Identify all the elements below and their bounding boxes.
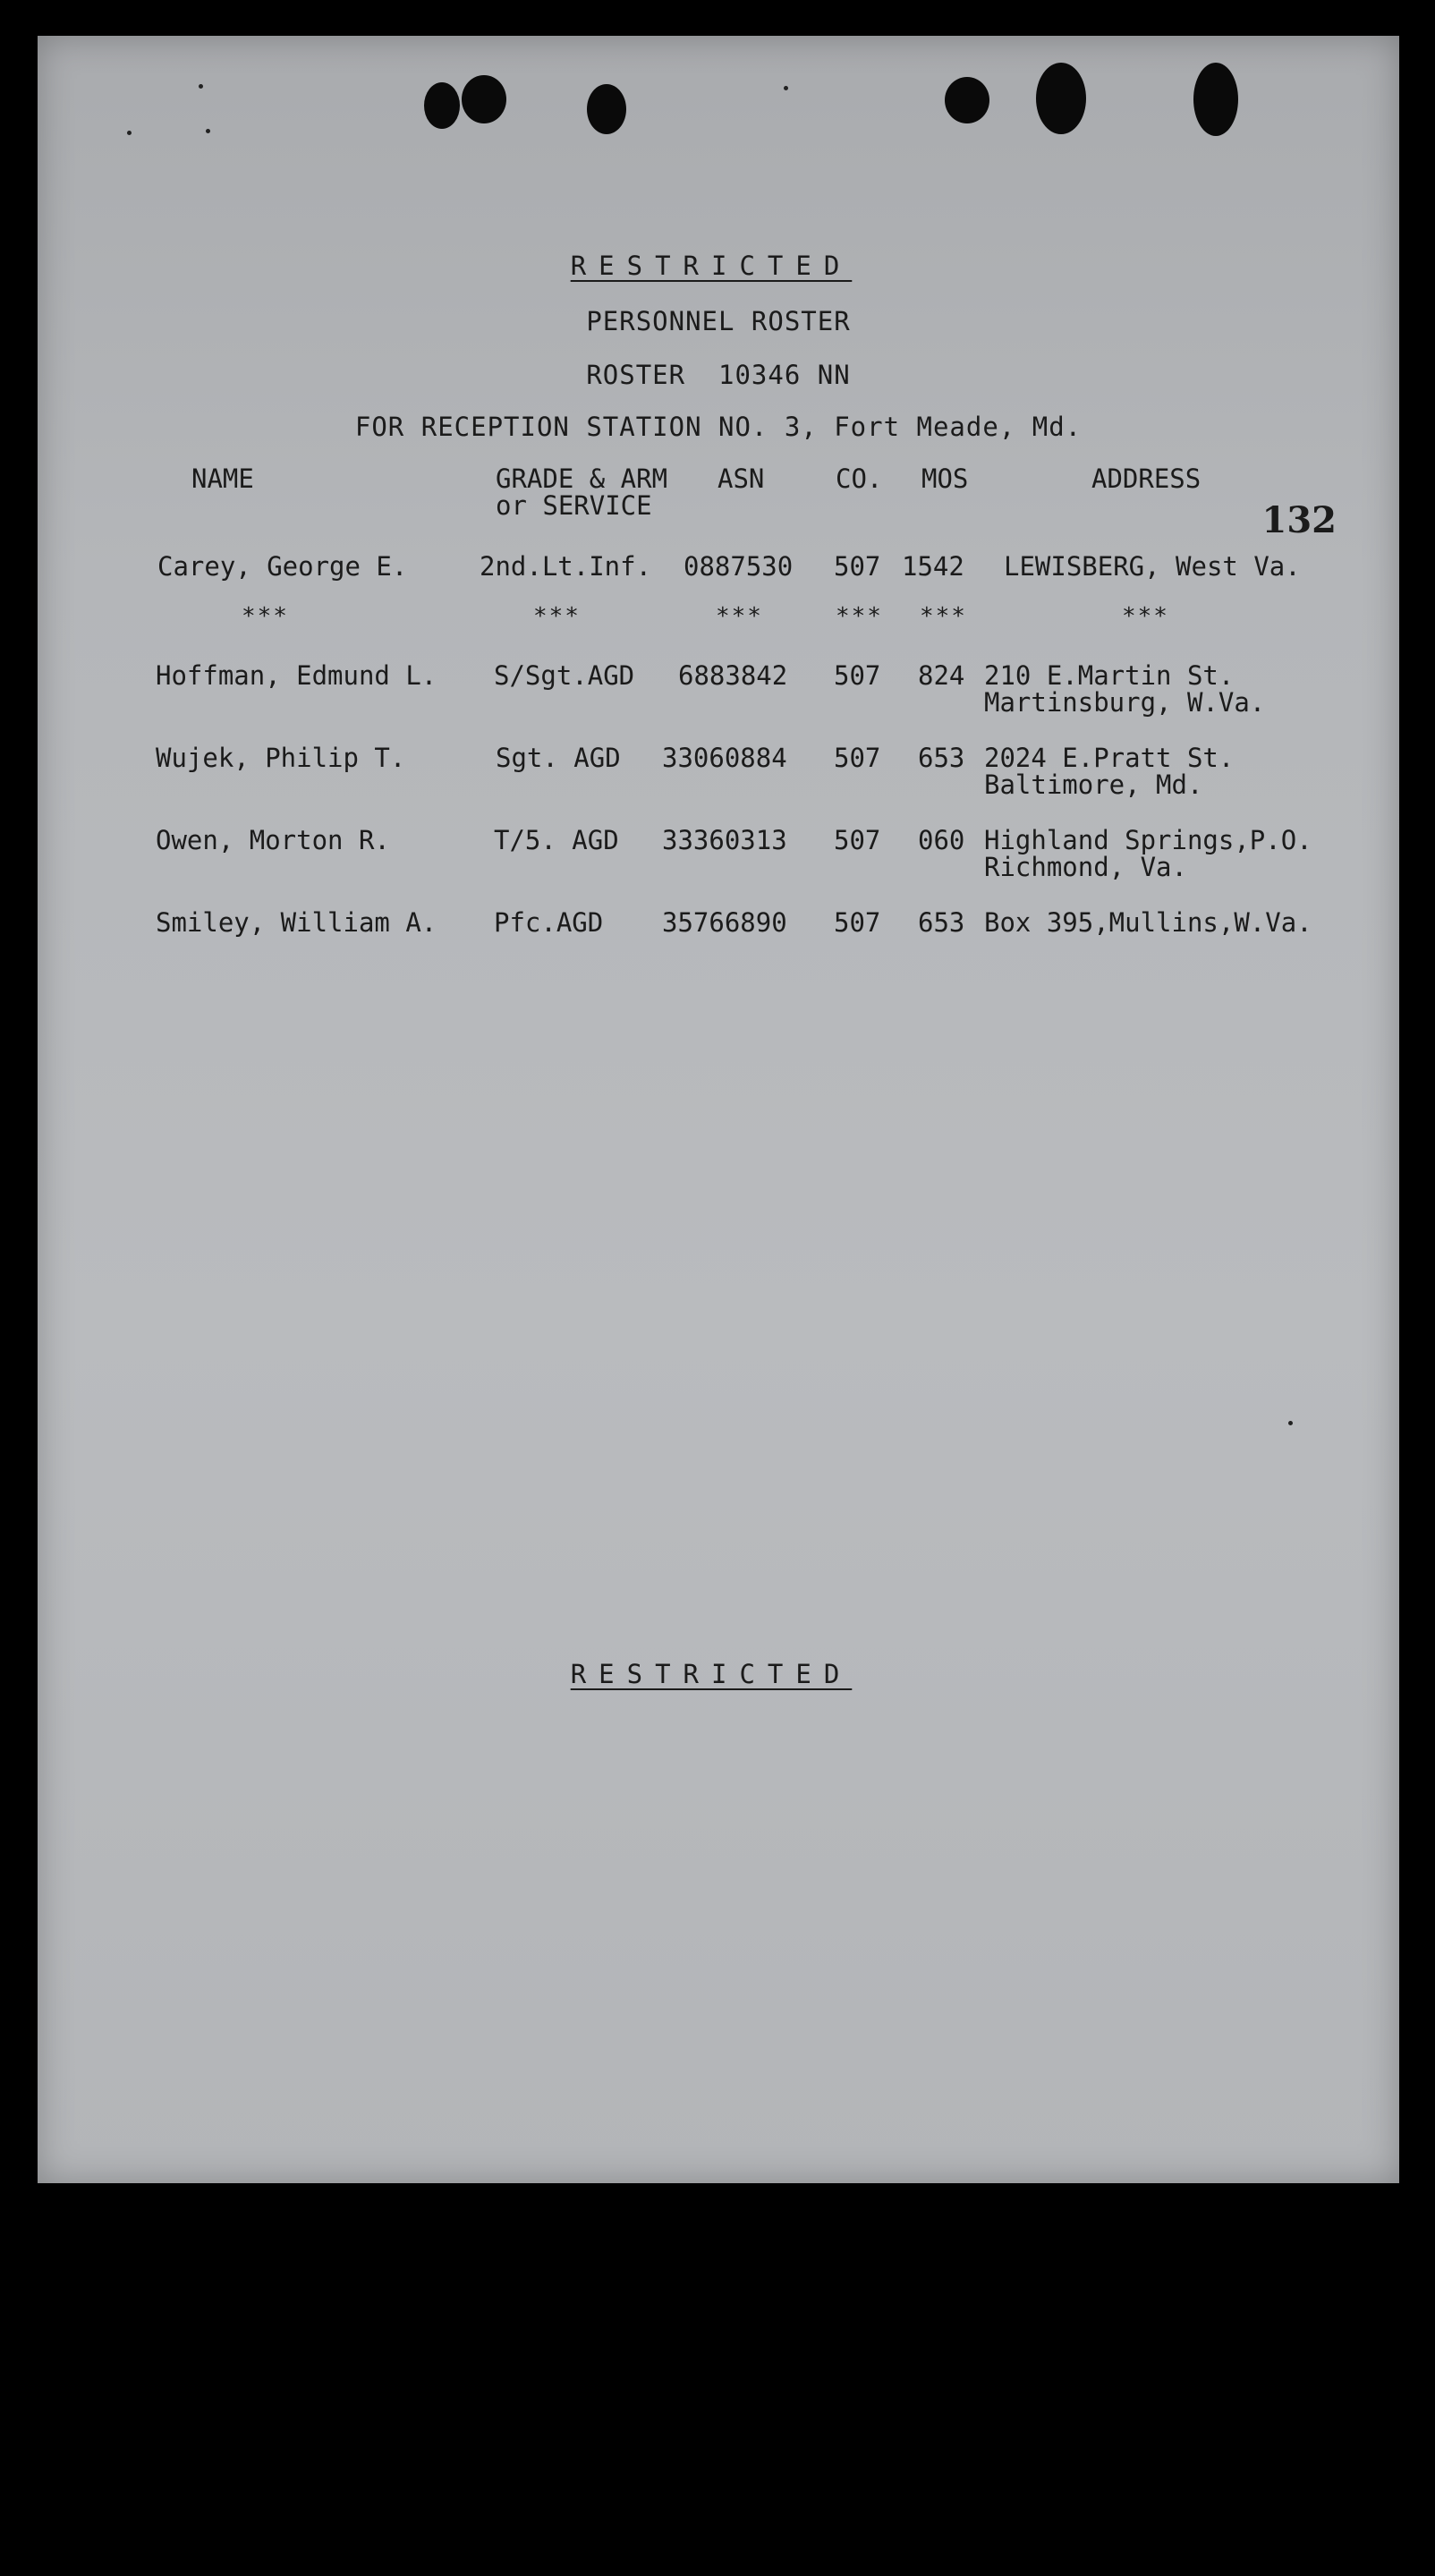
punch-hole <box>587 84 626 134</box>
separator-grade: *** <box>533 603 581 630</box>
row-2-grade: S/Sgt.AGD <box>494 660 635 691</box>
row-3-co: 507 <box>834 743 881 773</box>
row-1-mos: 1542 <box>902 551 964 582</box>
speck <box>199 84 203 89</box>
header-grade <box>496 465 667 519</box>
row-2-co: 507 <box>834 660 881 691</box>
row-1-co: 507 <box>834 551 881 582</box>
row-3-asn: 33060884 <box>662 743 787 773</box>
row-2-name: Hoffman, Edmund L. <box>156 660 437 691</box>
punch-hole <box>1193 63 1238 136</box>
row-4-mos: 060 <box>918 825 965 855</box>
row-4-co: 507 <box>834 825 881 855</box>
separator-name: *** <box>242 603 289 630</box>
row-3-mos: 653 <box>918 743 965 773</box>
header-name: NAME <box>191 463 254 494</box>
separator-asn: *** <box>716 603 763 630</box>
row-3-grade: Sgt. AGD <box>496 743 621 773</box>
row-3-name: Wujek, Philip T. <box>156 743 406 773</box>
document-page <box>38 36 1399 2183</box>
separator-address: *** <box>1122 603 1169 630</box>
row-3-address-line1: 2024 E.Pratt St. <box>984 743 1235 773</box>
row-5-address-line1: Box 395,Mullins,W.Va. <box>984 907 1312 938</box>
bottom-restricted-marking: RESTRICTED <box>570 1659 853 1689</box>
row-4-asn: 33360313 <box>662 825 787 855</box>
header-address: ADDRESS <box>1091 463 1201 494</box>
row-1-grade: 2nd.Lt.Inf. <box>480 551 652 582</box>
speck <box>1288 1421 1293 1425</box>
row-5-asn: 35766890 <box>662 907 787 938</box>
row-5-mos: 653 <box>918 907 965 938</box>
header-mos: MOS <box>921 463 969 494</box>
row-1-asn: 0887530 <box>684 551 794 582</box>
row-2-address-line2: Martinsburg, W.Va. <box>984 687 1266 718</box>
roster-number: ROSTER 10346 NN <box>586 360 851 390</box>
document-title: PERSONNEL ROSTER <box>586 306 851 336</box>
header-asn: ASN <box>718 463 765 494</box>
unit-line: FOR RECEPTION STATION NO. 3, Fort Meade, Md. <box>354 412 1083 442</box>
header-co: CO. <box>836 463 883 494</box>
separator-mos: *** <box>920 603 967 630</box>
punch-hole <box>1036 63 1086 134</box>
speck <box>127 131 132 135</box>
separator-co: *** <box>836 603 883 630</box>
row-5-co: 507 <box>834 907 881 938</box>
row-5-grade: Pfc.AGD <box>494 907 604 938</box>
header-grade-line1: GRADE & ARM <box>496 463 668 494</box>
row-1-name: Carey, George E. <box>157 551 408 582</box>
header-grade-line2: or SERVICE <box>496 490 652 521</box>
row-1-address-line1: LEWISBERG, West Va. <box>1004 551 1301 582</box>
row-2-address-line1: 210 E.Martin St. <box>984 660 1235 691</box>
row-4-address-line1: Highland Springs,P.O. <box>984 825 1312 855</box>
row-4-grade: T/5. AGD <box>494 825 619 855</box>
punch-hole <box>424 82 460 129</box>
row-3-address-line2: Baltimore, Md. <box>984 769 1203 800</box>
row-4-name: Owen, Morton R. <box>156 825 390 855</box>
punch-hole <box>945 77 989 123</box>
row-2-mos: 824 <box>918 660 965 691</box>
row-2-asn: 6883842 <box>678 660 788 691</box>
row-4-address-line2: Richmond, Va. <box>984 852 1187 882</box>
top-restricted-marking: RESTRICTED <box>570 251 853 281</box>
punch-hole <box>462 75 506 123</box>
speck <box>784 86 788 90</box>
page-number: 132 <box>1261 499 1337 541</box>
speck <box>206 129 210 133</box>
row-5-name: Smiley, William A. <box>156 907 437 938</box>
